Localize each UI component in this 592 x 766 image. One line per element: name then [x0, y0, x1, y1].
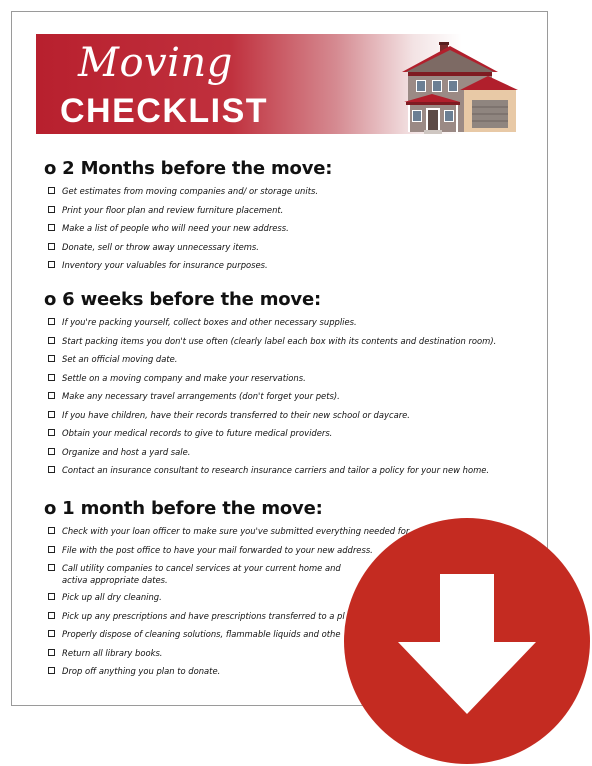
- item-text: Start packing items you don't use often (clearly label each box with its contents and destination room).: [62, 335, 497, 346]
- list-item: [44, 390, 514, 402]
- list-item: [44, 562, 344, 586]
- heading-text: 6 weeks before the move:: [62, 289, 321, 310]
- title-caps: CHECKLIST: [60, 92, 269, 130]
- heading-text: 2 Months before the move:: [62, 158, 333, 179]
- section-heading: [44, 498, 514, 519]
- checkbox[interactable]: [48, 318, 55, 325]
- checkbox[interactable]: [48, 630, 55, 637]
- heading-bullet: o: [44, 498, 57, 519]
- checkbox[interactable]: [48, 649, 55, 656]
- checkbox[interactable]: [48, 593, 55, 600]
- section-2-months: [44, 158, 514, 278]
- checkbox[interactable]: [48, 466, 55, 473]
- download-arrow-icon: [344, 518, 590, 764]
- item-text: Call utility companies to cancel services at your current home and activa appropriate dates.: [62, 563, 341, 585]
- list-item: [44, 316, 514, 328]
- checkbox[interactable]: [48, 224, 55, 231]
- item-text: Print your floor plan and review furniture placement.: [62, 204, 284, 215]
- list-item: [44, 427, 514, 439]
- item-text: File with the post office to have your mail forwarded to your new address.: [62, 544, 373, 555]
- list-item: [44, 335, 514, 347]
- item-text: Make a list of people who will need your new address.: [62, 223, 289, 233]
- list-item: [44, 204, 514, 216]
- checkbox[interactable]: [48, 337, 55, 344]
- checkbox[interactable]: [48, 206, 55, 213]
- section-6-weeks: [44, 289, 514, 483]
- house-illustration-icon: [384, 38, 520, 134]
- checkbox[interactable]: [48, 243, 55, 250]
- item-text: Check with your loan officer to make sure you've submitted everything needed for: [62, 526, 410, 536]
- item-text: Properly dispose of cleaning solutions, flammable liquids and othe: [62, 629, 341, 639]
- list-item: [44, 222, 514, 234]
- item-text: Obtain your medical records to give to future medical providers.: [62, 428, 333, 438]
- heading-bullet: o: [44, 289, 57, 310]
- item-text: Organize and host a yard sale.: [62, 446, 191, 457]
- item-text: Inventory your valuables for insurance purposes.: [62, 260, 268, 270]
- list-item: [44, 353, 514, 365]
- item-text: Contact an insurance consultant to research insurance carriers and tailor a policy for your new home.: [62, 465, 490, 475]
- item-text: Pick up all dry cleaning.: [62, 592, 162, 602]
- item-text: Make any necessary travel arrangements (don't forget your pets).: [62, 391, 340, 401]
- list-item: [44, 241, 514, 253]
- list-item: [44, 409, 514, 421]
- checkbox[interactable]: [48, 429, 55, 436]
- checkbox[interactable]: [48, 355, 55, 362]
- checklist: [44, 316, 514, 476]
- list-item: [44, 446, 514, 458]
- list-item: [44, 259, 514, 271]
- list-item: [44, 185, 514, 197]
- item-text: If you're packing yourself, collect boxes and other necessary supplies.: [62, 317, 357, 327]
- checkbox[interactable]: [48, 411, 55, 418]
- item-text: Set an official moving date.: [62, 354, 178, 364]
- checkbox[interactable]: [48, 374, 55, 381]
- item-text: Settle on a moving company and make your reservations.: [62, 372, 306, 383]
- checkbox[interactable]: [48, 261, 55, 268]
- checklist: [44, 185, 514, 271]
- title-script: Moving: [78, 40, 233, 86]
- checkbox[interactable]: [48, 546, 55, 553]
- heading-text: 1 month before the move:: [62, 498, 323, 519]
- heading-bullet: o: [44, 158, 57, 179]
- checkbox[interactable]: [48, 564, 55, 571]
- section-heading: [44, 289, 514, 310]
- header-banner: [36, 34, 520, 134]
- item-text: Get estimates from moving companies and/ or storage units.: [62, 186, 319, 196]
- item-text: Drop off anything you plan to donate.: [62, 666, 221, 676]
- item-text: Pick up any prescriptions and have prescriptions transferred to a pl: [62, 610, 345, 621]
- item-text: If you have children, have their records transferred to their new school or daycare.: [62, 409, 410, 420]
- checkbox[interactable]: [48, 667, 55, 674]
- item-text: Donate, sell or throw away unnecessary items.: [62, 241, 259, 252]
- checkbox[interactable]: [48, 187, 55, 194]
- checkbox[interactable]: [48, 612, 55, 619]
- checkbox[interactable]: [48, 448, 55, 455]
- list-item: [44, 464, 514, 476]
- checkbox[interactable]: [48, 392, 55, 399]
- checkbox[interactable]: [48, 527, 55, 534]
- list-item: [44, 372, 514, 384]
- item-text: Return all library books.: [62, 647, 163, 658]
- section-heading: [44, 158, 514, 179]
- download-button[interactable]: [344, 518, 590, 764]
